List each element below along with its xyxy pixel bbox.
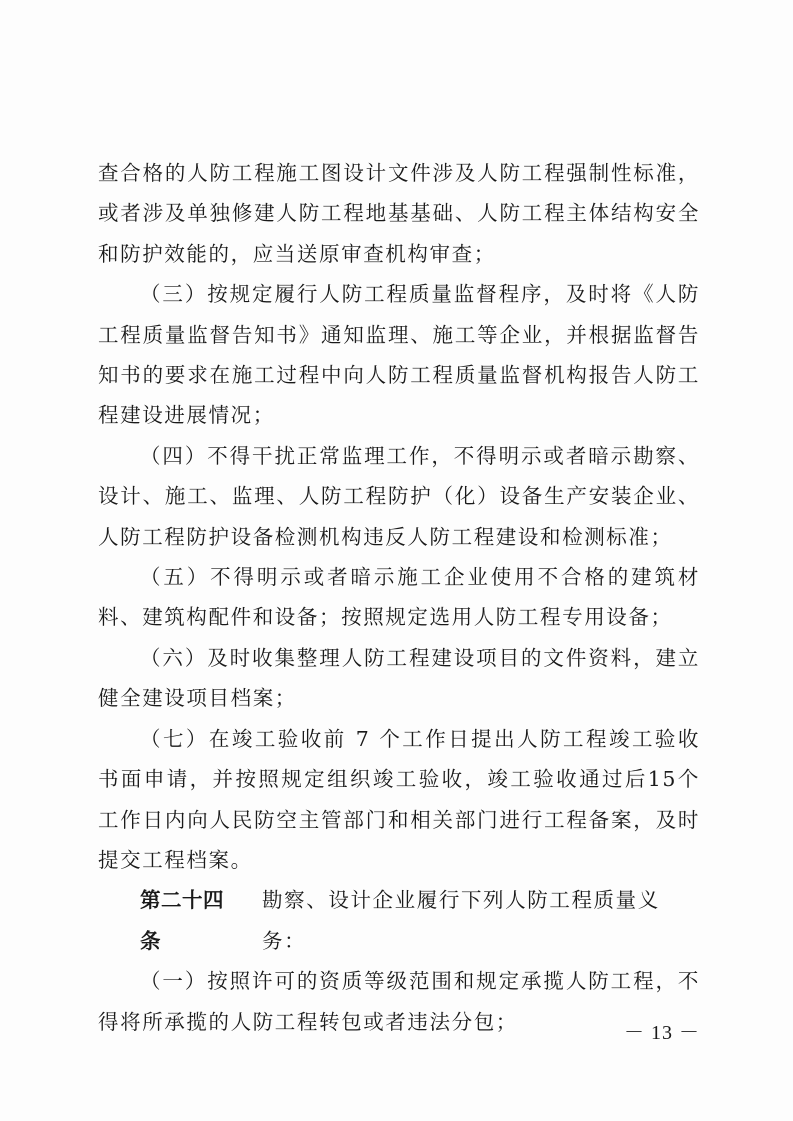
- paragraph-item-1: （一）按照许可的资质等级范围和规定承揽人防工程，不得将所承揽的人防工程转包或者违法分包；: [98, 969, 700, 1034]
- paragraph-item-4: （四）不得干扰正常监理工作，不得明示或者暗示勘察、设计、施工、监理、人防工程防护（化）设备生产安装企业、人防工程防护设备检测机构违反人防工程建设和检测标准；: [98, 443, 700, 549]
- article-number: 第二十四条: [140, 888, 224, 953]
- paragraph-continuation: 查合格的人防工程施工图设计文件涉及人防工程强制性标准，或者涉及单独修建人防工程地基基础、人防工程主体结构安全和防护效能的，应当送原审查机构审查；: [98, 161, 700, 266]
- paragraph-item-5: （五）不得明示或者暗示施工企业使用不合格的建筑材料、建筑构配件和设备；按照规定选用人防工程专用设备；: [98, 565, 700, 630]
- body-text: [98, 153, 700, 1042]
- paragraph-item-6: （六）及时收集整理人防工程建设项目的文件资料，建立健全建设项目档案；: [98, 645, 700, 711]
- paragraph-item-7: （七）在竣工验收前 7 个工作日提出人防工程竣工验收书面申请，并按照规定组织竣工验收，竣工验收通过后15个工作日内向人民防空主管部门和相关部门进行工程备案，及时提交工程档案。: [98, 726, 700, 872]
- page-number: － 13 －: [624, 1022, 700, 1044]
- article-text: 勘察、设计企业履行下列人防工程质量义务：: [262, 888, 660, 953]
- article-heading-paragraph: [98, 880, 700, 961]
- paragraph-item-3: （三）按规定履行人防工程质量监督程序，及时将《人防工程质量监督告知书》通知监理、施工等企业，并根据监督告知书的要求在施工过程中向人防工程质量监督机构报告人防工程建设进展情况；: [98, 282, 700, 428]
